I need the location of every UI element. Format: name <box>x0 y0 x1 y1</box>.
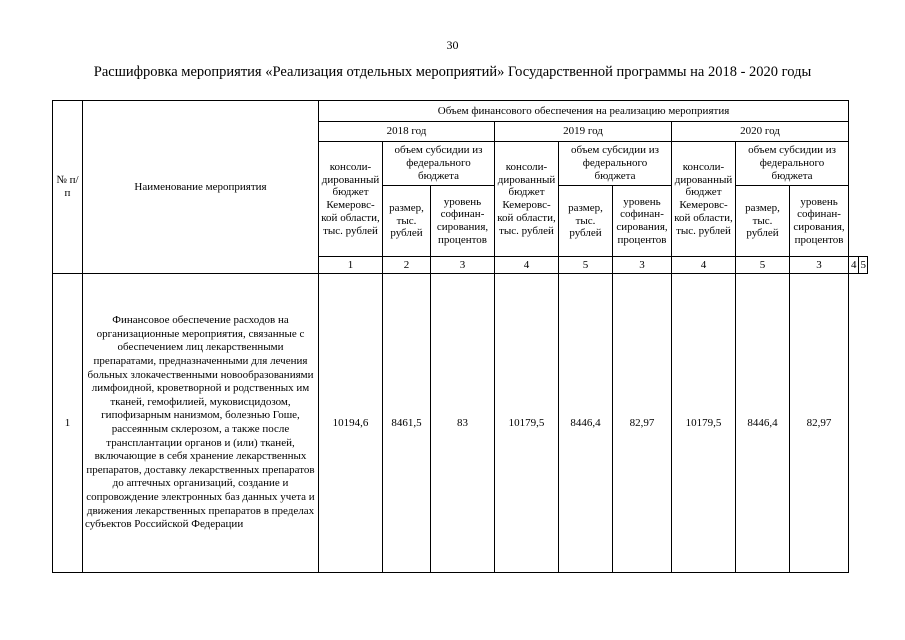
budget-2018: 10194,6 <box>319 274 383 573</box>
column-number: 5 <box>736 257 790 274</box>
header-year-2020: 2020 год <box>672 122 849 142</box>
column-number: 1 <box>319 257 383 274</box>
column-number: 5 <box>858 257 867 274</box>
page-number: 30 <box>446 38 459 52</box>
header-level-2020: уровень софинан-сирования, процентов <box>790 186 849 257</box>
header-num: № п/п <box>53 101 83 274</box>
header-year-2018: 2018 год <box>319 122 495 142</box>
header-level-2018: уровень софинан-сирования, процентов <box>431 186 495 257</box>
header-subsidy-2018: объем субсидии из федерального бюджета <box>383 142 495 186</box>
subsidy-size-2018: 8461,5 <box>383 274 431 573</box>
header-level-2019: уровень софинан-сирования, процентов <box>613 186 672 257</box>
column-number: 4 <box>495 257 559 274</box>
header-financing: Объем финансового обеспечения на реализацию мероприятия <box>319 101 849 122</box>
subsidy-size-2019: 8446,4 <box>559 274 613 573</box>
subsidy-size-2020: 8446,4 <box>736 274 790 573</box>
header-subsidy-2019: объем субсидии из федерального бюджета <box>559 142 672 186</box>
cofinancing-level-2018: 83 <box>431 274 495 573</box>
header-size-2018: размер, тыс. рублей <box>383 186 431 257</box>
column-number: 3 <box>613 257 672 274</box>
header-name: Наименование мероприятия <box>83 101 319 274</box>
column-number: 4 <box>849 257 858 274</box>
document-title: Расшифровка мероприятия «Реализация отдельных мероприятий» Государственной программы на 2018 - 2020 годы <box>93 64 812 80</box>
header-subsidy-2020: объем субсидии из федерального бюджета <box>736 142 849 186</box>
column-number: 3 <box>790 257 849 274</box>
column-number: 3 <box>431 257 495 274</box>
cofinancing-level-2020: 82,97 <box>790 274 849 573</box>
budget-table <box>52 100 868 573</box>
header-row-group <box>53 101 868 122</box>
column-number: 4 <box>672 257 736 274</box>
header-size-2019: размер, тыс. рублей <box>559 186 613 257</box>
budget-2020: 10179,5 <box>672 274 736 573</box>
row-number: 1 <box>53 274 83 573</box>
header-budget-2018: консоли-дированный бюджет Кемеровс-кой области, тыс. рублей <box>319 142 383 257</box>
column-number: 2 <box>383 257 431 274</box>
header-size-2020: размер, тыс. рублей <box>736 186 790 257</box>
header-budget-2019: консоли-дированный бюджет Кемеровс-кой области, тыс. рублей <box>495 142 559 257</box>
header-year-2019: 2019 год <box>495 122 672 142</box>
table-row <box>53 274 868 573</box>
cofinancing-level-2019: 82,97 <box>613 274 672 573</box>
column-number: 5 <box>559 257 613 274</box>
header-budget-2020: консоли-дированный бюджет Кемеровс-кой области, тыс. рублей <box>672 142 736 257</box>
budget-2019: 10179,5 <box>495 274 559 573</box>
activity-description: Финансовое обеспечение расходов на организационные мероприятия, связанные с обеспечением лиц лекарственными препаратами, предназначенными для лечения больных злокачественными новообразованиями лимфоидной, кроветворной и родственных им тканей, гемофилией, муковисцидозом, гипофизарным нанизмом, болезнью Гоше, рассеянным склерозом, а также после трансплантации органов и (или) тканей, включающие в себя хранение лекарственных препаратов, доставку лекарственных препаратов до аптечных организаций, создание и сопровождение электронных баз данных учета и движения лекарственных препаратов в пределах субъектов Российской Федерации <box>83 274 319 573</box>
